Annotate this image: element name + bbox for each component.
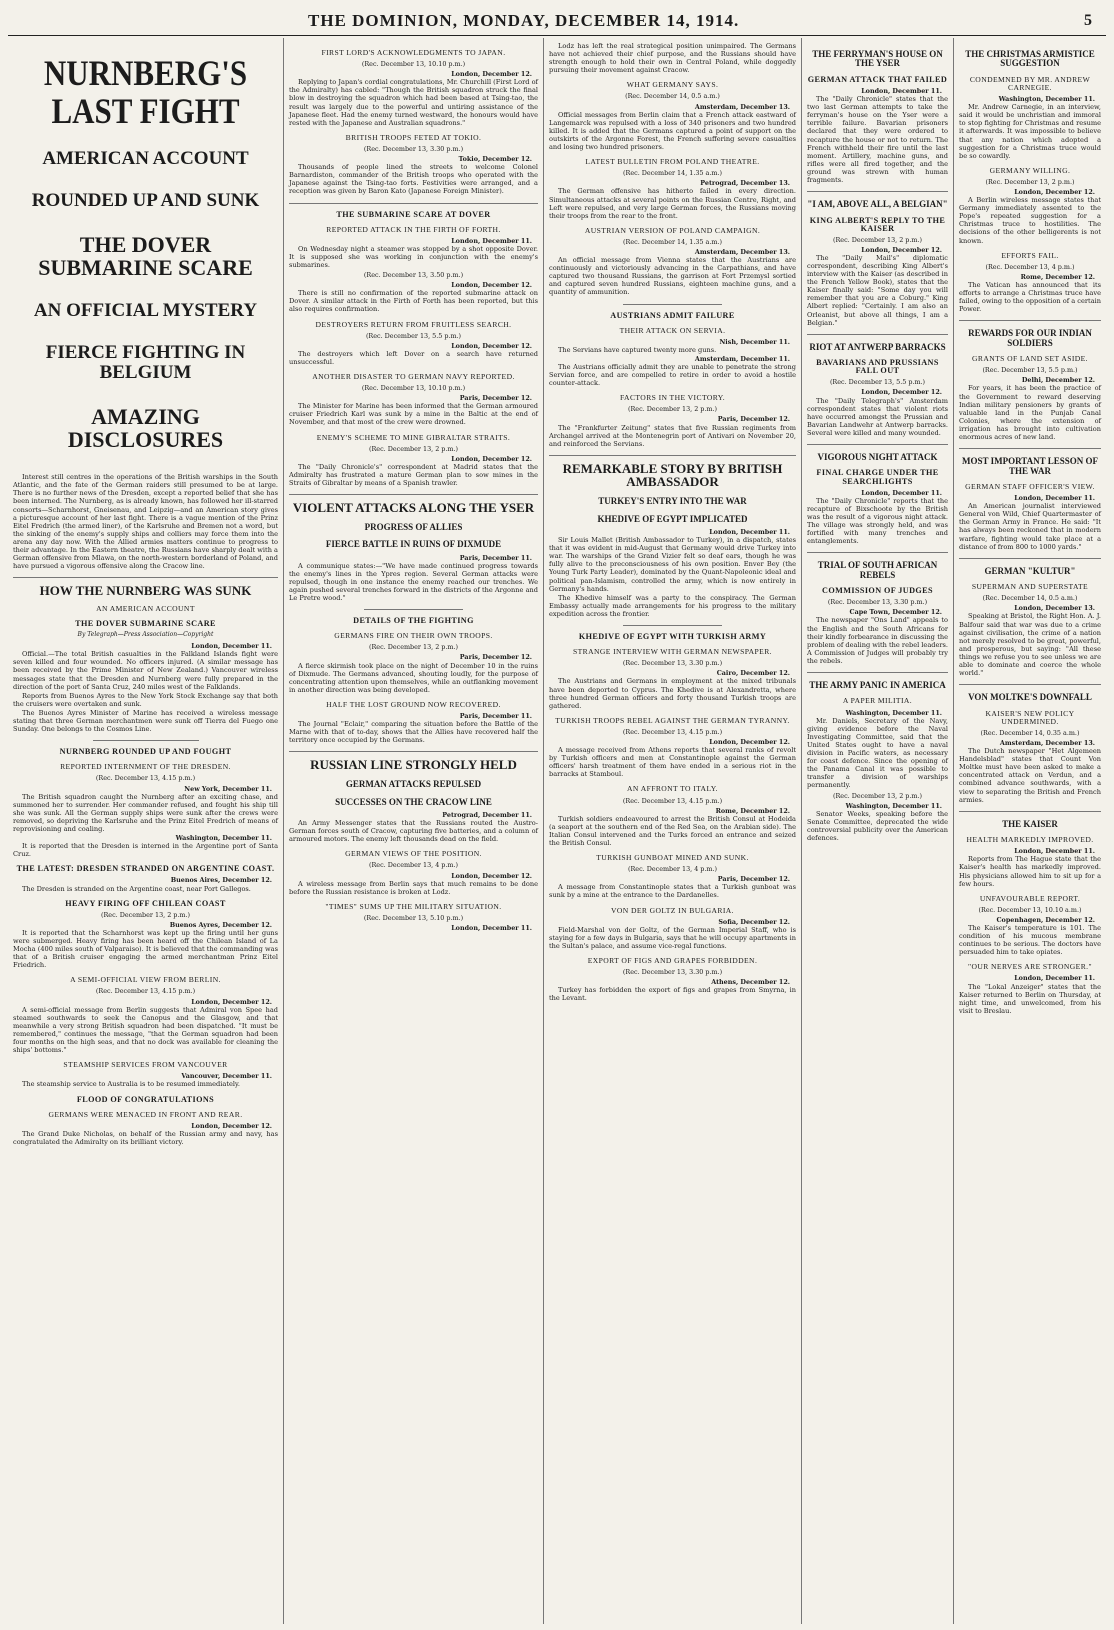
section-heading: FLOOD OF CONGRATULATIONS bbox=[76, 1094, 215, 1104]
dateline: Buenos Aires, December 12. bbox=[170, 876, 272, 885]
article-paragraph: Turkish soldiers endeavoured to arrest the British Consul at Hodeida (a seaport at the southern end of the Red Sea, on the Arabian side). The Italian Consul intervened and the Turks forced an entrance and seized the British Consul. bbox=[549, 814, 796, 847]
section-heading: WHAT GERMANY SAYS. bbox=[626, 80, 719, 90]
column-1 bbox=[8, 38, 284, 1624]
section-heading: TURKISH TROOPS REBEL AGAINST THE GERMAN TYRANNY. bbox=[555, 715, 790, 725]
column-5 bbox=[954, 38, 1106, 1624]
section-heading: LATEST BULLETIN FROM POLAND THEATRE. bbox=[585, 157, 760, 167]
headline-dover: THE DOVER SUBMARINE SCARE bbox=[38, 231, 253, 281]
article-paragraph: An American journalist interviewed General von Wild, Chief Quartermaster of the German Army in France. He said: "It has always been reckoned that in modern warfare, fighting would take place at a distance of from 800 to 1000 yards." bbox=[959, 502, 1101, 551]
article-paragraph: The Khedive himself was a party to the conspiracy. The German Embassy actually made arrangements for his progress to the military expedition across the frontier. bbox=[549, 593, 796, 618]
dateline: Paris, December 12. bbox=[717, 415, 790, 424]
received-line: (Rec. December 13, 5.10 p.m.) bbox=[363, 913, 464, 922]
dateline: Vancouver, December 11. bbox=[181, 1072, 272, 1081]
received-line: (Rec. December 13, 2 p.m.) bbox=[627, 405, 717, 414]
headline-russian-line: RUSSIAN LINE STRONGLY HELD bbox=[310, 757, 517, 773]
received-line: (Rec. December 13, 4.15 p.m.) bbox=[622, 727, 723, 736]
received-line: (Rec. December 14, 0.35 a.m.) bbox=[980, 728, 1080, 737]
section-heading: "OUR NERVES ARE STRONGER." bbox=[967, 962, 1092, 972]
article-paragraph: The German offensive has hitherto failed in every direction. Simultaneous attacks at several points on the Russian Centre, Right, and Left were repulsed, and very large German forces, the Russians moving their troops from the rear to the front. bbox=[549, 187, 796, 220]
received-line: (Rec. December 13, 10.10 a.m.) bbox=[978, 905, 1082, 914]
dateline: Copenhagen, December 12. bbox=[996, 915, 1095, 924]
dateline: London, December 12. bbox=[451, 871, 532, 880]
article-paragraph: The Minister for Marine has been informed that the German armoured cruiser Friedrich Karl was sunk by a mine in the Baltic at the end of November, and that most of the crew were drowned. bbox=[289, 402, 538, 427]
headline-nurnberg: NURNBERG'S LAST FIGHT bbox=[43, 52, 248, 131]
article-paragraph: A message from Constantinople states that a Turkish gunboat was sunk by a mine at the entrance to the Dardanelles. bbox=[549, 883, 796, 900]
section-heading: THE SUBMARINE SCARE AT DOVER bbox=[336, 209, 491, 219]
article-paragraph: The newspaper "Ons Land" appeals to the English and the South Africans for their kindly forbearance in discussing the problem of dealing with the rebel leaders. A Commission of Judges will probably try the rebels. bbox=[807, 616, 948, 665]
article-paragraph: It is reported that the Dresden is interned in the Argentine port of Santa Cruz. bbox=[13, 842, 278, 859]
section-heading: FACTORS IN THE VICTORY. bbox=[620, 393, 725, 403]
received-line: (Rec. December 13, 4 p.m.) bbox=[627, 865, 717, 874]
article-paragraph: Senator Weeks, speaking before the Senate Committee, deprecated the wide controversial publicity over the American defences. bbox=[807, 809, 948, 842]
article-paragraph: The Buenos Ayres Minister of Marine has received a wireless message stating that three German merchantmen were sunk off Tierra del Fuego one Sunday. One belongs to the Cosmos Line. bbox=[13, 708, 278, 734]
dateline: London, December 12. bbox=[191, 997, 272, 1006]
headline-christmas: THE CHRISTMAS ARMISTICE SUGGESTION bbox=[965, 49, 1095, 69]
received-line: (Rec. December 13, 2 p.m.) bbox=[832, 235, 922, 244]
headline-fierce-fighting: FIERCE FIGHTING IN BELGIUM bbox=[45, 342, 246, 384]
received-line: (Rec. December 13, 3.30 p.m.) bbox=[622, 659, 723, 668]
dateline: London, December 11. bbox=[709, 528, 790, 536]
column-4 bbox=[802, 38, 954, 1624]
article-paragraph: It is reported that the Scharnhorst was kept up the firing until her guns were submerged. Heavy firing has been heard off the Chilean Island of La Mocha (400 miles south of Valparaiso). It is believed that the commanding was that of a British cruiser engaging the armed merchantman Prinz Eitel Friedrich. bbox=[13, 928, 278, 970]
page-number: 5 bbox=[1084, 11, 1092, 29]
dateline: Cairo, December 12. bbox=[716, 669, 790, 678]
section-heading: KING ALBERT'S REPLY TO THE KAISER bbox=[809, 215, 946, 233]
article-paragraph: The "Lokal Anzeiger" states that the Kaiser returned to Berlin on Thursday, at night time, and unwelcomed, from his visit to Breslau. bbox=[959, 982, 1101, 1015]
article-paragraph: Reports from Buenos Ayres to the New York Stock Exchange say that both the cruisers were overtaken and sunk. bbox=[13, 691, 278, 708]
headline-progress: PROGRESS OF ALLIES bbox=[364, 521, 463, 532]
headline-moltke: VON MOLTKE'S DOWNFALL bbox=[968, 692, 1092, 703]
headline-khedive: KHEDIVE OF EGYPT IMPLICATED bbox=[597, 513, 748, 524]
headline-kaiser: THE KAISER bbox=[1002, 818, 1058, 829]
article-paragraph: The Austrians and Germans in employment at the mixed tribunals have been deported to Cyprus. The Khedive is at Alexandretta, where three hundred German officers and forty thousand Turkish troops are gathered. bbox=[549, 677, 796, 710]
section-heading: BAVARIANS AND PRUSSIANS FALL OUT bbox=[816, 358, 939, 376]
section-heading: UNFAVOURABLE REPORT. bbox=[979, 893, 1081, 903]
dateline: London, December 12. bbox=[451, 341, 532, 350]
subheading: AN AMERICAN ACCOUNT bbox=[96, 603, 195, 613]
masthead bbox=[8, 6, 1106, 36]
received-line: (Rec. December 13, 4 p.m.) bbox=[985, 262, 1075, 271]
received-line: (Rec. December 14, 1.35 a.m.) bbox=[623, 169, 722, 178]
dateline: London, December 11. bbox=[191, 642, 272, 651]
dateline: Washington, December 11. bbox=[998, 95, 1095, 104]
article-paragraph: A communique states:—"We have made continued progress towards the enemy's lines in the Ypres region. Several German attacks were repulsed, though in one instance the enemy reached our trenches. We again pushed several trenches forward in the districts of the Argonne and Le Pretre wood." bbox=[289, 561, 538, 603]
received-line: (Rec. December 14, 1.35 a.m.) bbox=[623, 237, 722, 246]
headline-yser: VIOLENT ATTACKS ALONG THE YSER bbox=[292, 500, 535, 516]
subheading: GERMANS WERE MENACED IN FRONT AND REAR. bbox=[48, 1109, 243, 1119]
dateline: London, December 11. bbox=[451, 923, 532, 932]
section-heading: GRANTS OF LAND SET ASIDE. bbox=[972, 354, 1088, 364]
received-line: (Rec. December 13, 3.30 p.m.) bbox=[363, 144, 464, 153]
dateline: London, December 11. bbox=[1014, 974, 1095, 983]
article-paragraph: Turkey has forbidden the export of figs and grapes from Smyrna, in the Levant. bbox=[549, 986, 796, 1003]
section-heading: THE LATEST: DRESDEN STRANDED ON ARGENTINE COAST. bbox=[16, 864, 275, 874]
dateline: Delhi, December 12. bbox=[1021, 376, 1095, 385]
dateline: Buenos Ayres, December 12. bbox=[169, 920, 272, 929]
headline-indian-soldiers: REWARDS FOR OUR INDIAN SOLDIERS bbox=[968, 328, 1092, 348]
section-heading: COMMISSION OF JUDGES bbox=[822, 586, 933, 596]
section-heading: "TIMES" SUMS UP THE MILITARY SITUATION. bbox=[325, 901, 502, 911]
dateline: London, December 13. bbox=[1014, 604, 1095, 613]
headline-south-african: TRIAL OF SOUTH AFRICAN REBELS bbox=[817, 560, 938, 580]
article-paragraph: Sir Louis Mallet (British Ambassador to Turkey), in a dispatch, states that it was evident in mid-August that Germany would drive Turkey into war. The warships of the Grand Vizier felt so deaf ears, though he was fully alive to the preconsciousness of his own position. Enver Bey (the Young Turk Party Leader), dominated by the Quant-Napoleonic ideal and political pan-Islamism, controlled the army, which is now entirely in Germany's hands. bbox=[549, 536, 796, 593]
dateline: London, December 12. bbox=[451, 70, 532, 79]
headline-amazing: AMAZING DISCLOSURES bbox=[67, 403, 224, 453]
column-2 bbox=[284, 38, 544, 1624]
article-paragraph: The Vatican has announced that its efforts to arrange a Christmas truce have failed, owing to the opposition of a certain Power. bbox=[959, 280, 1101, 314]
received-line: (Rec. December 13, 5.5 p.m.) bbox=[982, 366, 1078, 375]
article-paragraph: The Kaiser's temperature is 101. The condition of his mucous membrane continues to be serious. The doctors have persuaded him to take opiates. bbox=[959, 923, 1101, 957]
received-line: (Rec. December 14, 0.5 a.m.) bbox=[625, 92, 720, 101]
article-paragraph: The steamship service to Australia is to be resumed immediately. bbox=[22, 1080, 240, 1089]
article-paragraph: On Wednesday night a steamer was stopped by a shot opposite Dover. It is supposed she was working in conjunction with the enemy's submarines. bbox=[289, 244, 538, 269]
dateline: Amsterdam, December 13. bbox=[694, 247, 790, 256]
dateline: Washington, December 11. bbox=[175, 834, 272, 843]
article-paragraph: The Servians have captured twenty more guns. bbox=[558, 345, 717, 354]
headline-dixmude: FIERCE BATTLE IN RUINS OF DIXMUDE bbox=[325, 539, 502, 550]
section-heading: DETAILS OF THE FIGHTING bbox=[353, 616, 474, 626]
headline-night-attack: VIGOROUS NIGHT ATTACK bbox=[817, 452, 938, 463]
section-heading: ENEMY'S SCHEME TO MINE GIBRALTAR STRAITS. bbox=[316, 432, 511, 442]
article-paragraph: The Journal "Eclair," comparing the situation before the Battle of the Marne with that of to-day, shows that the Allies have recovered half the territory once occupied by the Germans. bbox=[289, 720, 538, 745]
received-line: (Rec. December 13, 3.30 p.m.) bbox=[622, 968, 723, 977]
subheading: GERMANS FIRE ON THEIR OWN TROOPS. bbox=[334, 631, 493, 641]
article-paragraph: An Army Messenger states that the Russians routed the Austro-German forces south of Cracow, capturing five batteries, and a column of armoured motors. The enemy left thousands dead on the field. bbox=[289, 819, 538, 844]
dateline: Rome, December 12. bbox=[715, 806, 790, 815]
article-paragraph: Thousands of people lined the streets to welcome Colonel Barnardiston, commander of the British troops who operated with the Japanese against the Tsing-tao forts. Festivities were arranged, and a reception was given by Baron Kato (Japanese Foreign Minister). bbox=[289, 163, 538, 196]
section-heading: EFFORTS FAIL. bbox=[1001, 250, 1059, 260]
article-paragraph: A semi-official message from Berlin suggests that Admiral von Spee had steamed southwards to seek the Canopus and the Glasgow, and that meanwhile a very strong British squadron had been dispatched. "It must be remembered," continues the message, "that the German squadron had been four months on the high seas, and that no dock was available for cleaning the ships' bottoms." bbox=[13, 1005, 278, 1055]
headline-turkey: TURKEY'S ENTRY INTO THE WAR bbox=[598, 496, 747, 507]
section-heading: NURNBERG ROUNDED UP AND FOUGHT bbox=[59, 747, 232, 757]
section-heading: GERMAN ATTACK THAT FAILED bbox=[807, 74, 948, 84]
dateline: London, December 12. bbox=[1014, 188, 1095, 196]
article-paragraph: The "Daily Chronicle" reports that the recapture of Bixschoote by the British was the result of a vigorous night attack. The village was strongly held, and was fortified with many trenches and entanglements. bbox=[807, 496, 948, 546]
received-line: (Rec. December 13, 3.30 p.m.) bbox=[827, 598, 928, 607]
article-paragraph: The destroyers which left Dover on a search have returned unsuccessful. bbox=[289, 349, 538, 366]
dateline: London, December 11. bbox=[1014, 494, 1095, 503]
article-paragraph: Reports from The Hague state that the Kaiser's health has markedly improved. His physicians allowed him to sit up for a few hours. bbox=[959, 855, 1101, 888]
article-paragraph: A message received from Athens reports that several ranks of revolt by Turkish officers and men at Constantinople against the German officers' harsh treatment of them have ended in a serious riot in the barracks at Stamboul. bbox=[549, 746, 796, 779]
dateline: Tokio, December 12. bbox=[458, 155, 532, 164]
section-heading: SUPERMAN AND SUPERSTATE bbox=[971, 582, 1089, 592]
article-paragraph: Interest still centres in the operations of the British warships in the South Atlantic, and the fate of the German raiders still presumed to be at large. There is no further news of the Dresden, except a reported belief that she has been interned. The Nurnberg, as is already known, has followed her ill-starred consorts—Scharnhorst, Gneisenau, and Leipzig—and an American story gives a picturesque account of her last fight. There is a vague mention of the Prinz Eitel Fredrich (the armed liner), of the Karlsruhe and Bremen not a word, but the sinking of the enemy's supply ships and colliers may force them into the arena any day now. With the Allied armies matters continue to progress to their advantage. In the Eastern theatre, the Russians have sharply dealt with a German offensive from Mlawa, on the north-western borderland of Poland, and have pursued a vigorous offensive along the Cracow line. bbox=[13, 473, 278, 571]
section-heading: DESTROYERS RETURN FROM FRUITLESS SEARCH. bbox=[315, 319, 512, 329]
article-paragraph: Mr. Andrew Carnegie, in an interview, said it would be unchristian and immoral to stop fighting for Christmas and resume it afterwards. It was impossible to believe that any nation which adopted a suggestion for a Christmas truce would be so cowardly. bbox=[959, 103, 1101, 160]
dateline: Athens, December 12. bbox=[711, 978, 790, 987]
article-paragraph: The "Daily Mail's" diplomatic correspondent, describing King Albert's interview with the Kaiser (as described in the French Yellow Book), states that the Kaiser finally said: "Some day you will remember that you are a Coburg." King Albert replied: "Certainly. I am also an Orleanist, but above all things, I am a Belgian." bbox=[807, 253, 948, 327]
dateline: Washington, December 11. bbox=[845, 708, 942, 717]
headline-american-account: AMERICAN ACCOUNT bbox=[42, 148, 249, 170]
received-line: (Rec. December 13, 5.5 p.m.) bbox=[365, 331, 462, 340]
article-paragraph: Mr. Daniels, Secretary of the Navy, giving evidence before the Naval Investigating Committee, said that the United States ought to have a naval division in Pacific waters, as necessary for coast defence. Since the opening of the Panama Canal it was possible to transfer a division of warships permanently. bbox=[807, 716, 948, 790]
section-heading: HEAVY FIRING OFF CHILEAN COAST bbox=[65, 898, 226, 908]
dateline: London, December 12. bbox=[861, 388, 942, 397]
section-heading: KHEDIVE OF EGYPT WITH TURKISH ARMY bbox=[578, 632, 767, 642]
dateline: Sofia, December 12. bbox=[718, 917, 790, 926]
dateline: Petrograd, December 13. bbox=[700, 179, 790, 188]
article-paragraph: Official.—The total British casualties in the Falkland Islands fight were seven killed and four wounded. No officers injured. (A similar message has been received by the Prime Minister of New Zealand.) Vancouver wireless messages state that the Dresden and Nurnberg were fully prepared in the direction of the port of Santa Cruz, 240 miles west of the Falklands. bbox=[13, 650, 278, 691]
article-paragraph: The Austrians officially admit they are unable to penetrate the strong Servian force, and are compelled to retire in order to avoid a hostile counter-attack. bbox=[549, 363, 796, 388]
section-heading: FIRST LORD'S ACKNOWLEDGMENTS TO JAPAN. bbox=[321, 48, 506, 57]
section-heading: STEAMSHIP SERVICES FROM VANCOUVER bbox=[63, 1060, 228, 1070]
section-heading: GERMAN VIEWS OF THE POSITION. bbox=[345, 849, 482, 859]
dateline: Cape Town, December 12. bbox=[849, 608, 942, 617]
received-line: (Rec. December 13, 4.15 p.m.) bbox=[95, 774, 196, 783]
section-heading: GERMAN STAFF OFFICER'S VIEW. bbox=[965, 482, 1095, 491]
dateline: Paris, December 12. bbox=[459, 394, 532, 403]
dateline: Rome, December 12. bbox=[1020, 272, 1095, 281]
section-heading: GERMANY WILLING. bbox=[989, 165, 1071, 175]
received-line: (Rec. December 13, 4.15 p.m.) bbox=[622, 796, 723, 805]
subheading: REPORTED INTERNMENT OF THE DRESDEN. bbox=[60, 762, 231, 772]
headline-lesson: MOST IMPORTANT LESSON OF THE WAR bbox=[962, 456, 1098, 476]
received-line: (Rec. December 14, 0.5 a.m.) bbox=[982, 594, 1078, 603]
section-heading: HEALTH MARKEDLY IMPROVED. bbox=[966, 835, 1094, 845]
section-heading: EXPORT OF FIGS AND GRAPES FORBIDDEN. bbox=[587, 956, 758, 966]
section-heading: A SEMI-OFFICIAL VIEW FROM BERLIN. bbox=[70, 975, 221, 985]
section-heading: AUSTRIANS ADMIT FAILURE bbox=[610, 310, 735, 320]
section-heading: TURKISH GUNBOAT MINED AND SUNK. bbox=[596, 853, 749, 863]
dateline: Amsterdam, December 11. bbox=[694, 354, 790, 363]
dateline: London, December 11. bbox=[1014, 847, 1095, 856]
headline-cracow: SUCCESSES ON THE CRACOW LINE bbox=[335, 796, 492, 807]
received-line: (Rec. December 13, 3.50 p.m.) bbox=[363, 271, 464, 280]
article-paragraph: The "Daily Telegraph's" Amsterdam correspondent states that violent riots have occurred amongst the Prussian and Bavarian Landwehr at Antwerp barracks. Several were killed and many wounded. bbox=[807, 396, 948, 437]
subheading: THE DOVER SUBMARINE SCARE bbox=[75, 619, 216, 629]
received-line: (Rec. December 13, 10.10 p.m.) bbox=[361, 60, 466, 69]
article-paragraph: The Grand Duke Nicholas, on behalf of the Russian army and navy, has congratulated the Admiralty on its brilliant victory. bbox=[13, 1129, 278, 1146]
section-heading: HALF THE LOST GROUND NOW RECOVERED. bbox=[326, 699, 501, 709]
article-paragraph: The "Frankfurter Zeitung" states that five Russian regiments from Archangel arrived at the Montenegrin port of Antivari on November 20, and reinforced the Servians. bbox=[549, 423, 796, 448]
dateline: London, December 12. bbox=[451, 281, 532, 290]
received-line: (Rec. December 13, 2 p.m.) bbox=[368, 643, 458, 652]
article-paragraph: Lodz has left the real strategical position unimpaired. The Germans have not achieved their chief purpose, and the Russians should have strength enough to hold their own in Central Poland, while doggedly pursuing their movement against Cracow. bbox=[549, 42, 796, 75]
subheading: STRANGE INTERVIEW WITH GERMAN NEWSPAPER. bbox=[573, 647, 772, 657]
headline-kultur: GERMAN "KULTUR" bbox=[984, 565, 1076, 576]
subheading: REPORTED ATTACK IN THE FIRTH OF FORTH. bbox=[326, 224, 501, 234]
received-line: (Rec. December 13, 2 p.m.) bbox=[100, 910, 190, 919]
column-3 bbox=[544, 38, 802, 1624]
article-paragraph: The Dutch newspaper "Het Algemeen Handelsblad" states that Count Von Moltke must have been asked to make a concentrated attack on Verdun, and a combined advance southwards, with a view to separating the British and French armies. bbox=[959, 747, 1101, 804]
dateline: London, December 12. bbox=[709, 737, 790, 746]
article-paragraph: For years, it has been the practice of the Government to reward deserving Indian military pensioners by grants of valuable land in the Punjab Canal Colonies, where the extension of irrigation has brought into cultivation enormous acres of new land. bbox=[959, 384, 1101, 442]
dateline: Amsterdam, December 13. bbox=[999, 738, 1095, 747]
article-paragraph: The "Daily Chronicle's" correspondent at Madrid states that the Admiralty has frustrated a mature German plan to sow mines in the Straits of Gibraltar by means of a Spanish trawler. bbox=[289, 462, 538, 488]
article-paragraph: Official messages from Berlin claim that a French attack eastward of Langemarck was repulsed with a loss of 340 prisoners and two hundred killed. It is added that the Germans captured a point of support on the outskirts of the Argonne Forest, the French suffering severe casualties and losing two hundred prisoners. bbox=[549, 110, 796, 152]
article-paragraph: Speaking at Bristol, the Right Hon. A. J. Balfour said that war was due to a crime against civilisation, the crime of a nation not merely resolved to be great, powerful, and prosperous, but saying: "All these things we refuse you to see unless we are able to dominate and coerce the whole world." bbox=[959, 612, 1101, 678]
dateline: London, December 11. bbox=[861, 86, 942, 95]
dateline: Nish, December 11. bbox=[719, 337, 790, 346]
received-line: (Rec. December 13, 10.10 p.m.) bbox=[361, 384, 466, 393]
section-heading: AN AFFRONT TO ITALY. bbox=[627, 784, 718, 794]
article-paragraph: The "Daily Chronicle" states that the two last German attempts to take the ferryman's house on the Yser were a terrible failure. Bavarian prisoners declared that they were ordered to recapture the house or not to return. The French withheld their fire until the last moment. Artillery, machine guns, and rifles were all fired together, and the ground was strewn with human fragments. bbox=[807, 95, 948, 184]
section-heading: A PAPER MILITIA. bbox=[842, 696, 913, 706]
section-heading: CONDEMNED BY MR. ANDREW CARNEGIE. bbox=[969, 74, 1091, 92]
section-heading: VON DER GOLTZ IN BULGARIA. bbox=[611, 905, 734, 915]
article-paragraph: A wireless message from Berlin says that much remains to be done before the Russian resistance is broken at Lodz. bbox=[289, 879, 538, 896]
masthead-title: THE DOMINION, MONDAY, DECEMBER 14, 1914. bbox=[308, 10, 740, 30]
newspaper-page bbox=[8, 6, 1106, 1624]
dateline: Paris, December 12. bbox=[459, 653, 532, 662]
section-heading: AUSTRIAN VERSION OF POLAND CAMPAIGN. bbox=[584, 225, 761, 235]
headline-ferryman: THE FERRYMAN'S HOUSE ON THE YSER bbox=[812, 49, 943, 69]
article-paragraph: A Berlin wireless message states that Germany immediately assented to the Pope's repeated suggestion for a Christmas truce to hostilities. The decisions of the other belligerents is not known. bbox=[959, 196, 1101, 245]
headline-official-mystery: AN OFFICIAL MYSTERY bbox=[33, 300, 258, 322]
dateline: London, December 12. bbox=[191, 1121, 272, 1130]
dateline: Paris, December 11. bbox=[459, 553, 532, 562]
headline-rounded-up: ROUNDED UP AND SUNK bbox=[31, 190, 260, 212]
headline-army-panic: THE ARMY PANIC IN AMERICA bbox=[809, 680, 946, 691]
subheading: THEIR ATTACK ON SERVIA. bbox=[619, 325, 726, 335]
section-heading: BRITISH TROOPS FETED AT TOKIO. bbox=[345, 132, 482, 142]
section-heading: FINAL CHARGE UNDER THE SEARCHLIGHTS bbox=[816, 468, 939, 486]
article-paragraph: The Dresden is stranded on the Argentine coast, near Port Gallegos. bbox=[22, 884, 251, 893]
headline-german-attacks: GERMAN ATTACKS REPULSED bbox=[345, 779, 482, 790]
dateline: London, December 11. bbox=[451, 236, 532, 245]
headline-antwerp: RIOT AT ANTWERP BARRACKS bbox=[809, 341, 946, 352]
dateline: London, December 12. bbox=[451, 454, 532, 463]
article-paragraph: There is still no confirmation of the reported submarine attack on Dover. A similar attack in the Firth of Forth has been reported, but this also requires confirmation. bbox=[289, 289, 538, 314]
section-heading: ANOTHER DISASTER TO GERMAN NAVY REPORTED. bbox=[312, 372, 515, 381]
dateline: Petrograd, December 11. bbox=[442, 810, 532, 819]
article-paragraph: An official message from Vienna states that the Austrians are continuously and victoriously advancing in the Carpathians, and have captured two thousand Russians, the garrison at Fort Przemysl sortied and captured seven hundred Russians, eighteen machine guns, and a quantity of ammunition. bbox=[549, 256, 796, 297]
headline-british-ambassador: REMARKABLE STORY BY BRITISH AMBASSADOR bbox=[562, 460, 783, 490]
headline-belgian: "I AM, ABOVE ALL, A BELGIAN" bbox=[807, 199, 948, 210]
dateline: New York, December 11. bbox=[184, 784, 272, 793]
article-paragraph: A fierce skirmish took place on the night of December 10 in the ruins of Dixmude. The Germans advanced, shouting loudly, for the purpose of concentrating attention upon themselves, while an outflanking movement in another direction was being developed. bbox=[289, 661, 538, 694]
dateline: London, December 11. bbox=[861, 488, 942, 497]
dateline: London, December 12. bbox=[861, 245, 942, 254]
dateline: Paris, December 11. bbox=[459, 712, 532, 721]
received-line: (Rec. December 13, 2 p.m.) bbox=[985, 177, 1075, 186]
received-line: (Rec. December 13, 2 p.m.) bbox=[832, 791, 922, 800]
credit-line: By Telegraph—Press Association—Copyright bbox=[77, 631, 214, 639]
received-line: (Rec. December 13, 4 p.m.) bbox=[368, 861, 458, 870]
section-heading: HOW THE NURNBERG WAS SUNK bbox=[39, 583, 252, 599]
dateline: Amsterdam, December 13. bbox=[694, 102, 790, 111]
dateline: Paris, December 12. bbox=[717, 875, 790, 884]
received-line: (Rec. December 13, 2 p.m.) bbox=[368, 444, 458, 453]
article-paragraph: Field-Marshal von der Goltz, of the German Imperial Staff, who is staying for a few days in Bulgaria, says that he will occupy apartments in the Sultan's palace, and assume vice-regal functions. bbox=[549, 925, 796, 950]
received-line: (Rec. December 13, 5.5 p.m.) bbox=[829, 378, 926, 387]
received-line: (Rec. December 13, 4.15 p.m.) bbox=[95, 987, 196, 996]
dateline: Washington, December 11. bbox=[845, 801, 942, 810]
article-paragraph: The British squadron caught the Nurnberg after an exciting chase, and summoned her to surrender. Her commander refused, and fought his ship till she was sunk. All the German supply ships were sunk after the crews were removed, so depriving the Karlsruhe and the Prinz Eitel Fredrich of means of reprovisioning and coaling. bbox=[13, 792, 278, 833]
article-paragraph: Replying to Japan's cordial congratulations, Mr. Churchill (First Lord of the Admiralty) has cabled: "Though the British squadron struck the final blow in destroying the squadron which had been based at Tsing-tao, the result was largely due to the powerful and untiring assistance of the Japanese fleet. Had the enemy turned westward, the honours would have rested with the Japanese and Australian squadrons." bbox=[289, 78, 538, 127]
section-heading: KAISER'S NEW POLICY UNDERMINED. bbox=[985, 708, 1075, 726]
